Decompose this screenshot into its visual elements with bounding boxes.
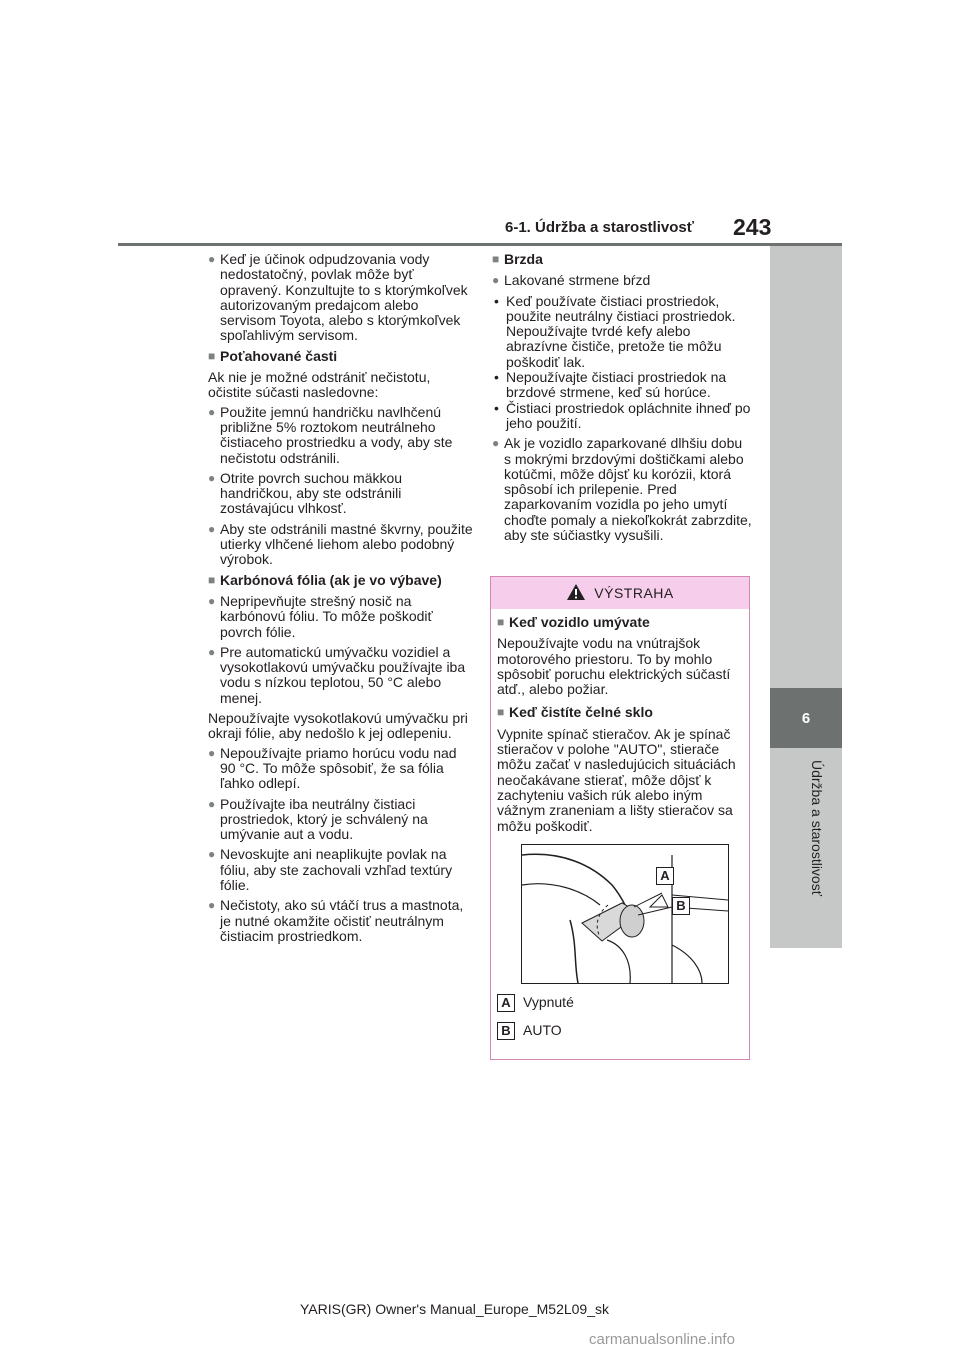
paragraph: Ak nie je možné odstrániť nečistotu, očistite súčasti nasledovne: [208, 369, 431, 401]
list-item: ● Aby ste odstránili mastné škvrny, použite utierky vlhčené liehom alebo podobný výrobok. [208, 522, 474, 568]
watermark: carmanualsonline.info [589, 1331, 735, 1348]
legend-item [497, 1022, 743, 1040]
list-item: ● Používajte iba neutrálny čistiaci prostriedok, ktorý je schválený na umývanie aut a vodu. [208, 797, 474, 843]
section-title: 6-1. Údržba a starostlivosť [505, 219, 694, 236]
paragraph: Nepoužívajte vodu na vnútrajšok motorového priestoru. To by mohlo spôsobiť poruchu elektrických súčastí atď., alebo požiar. [497, 635, 731, 698]
warning-header [491, 577, 749, 609]
list-item: ● Otrite povrch suchou mäkkou handričkou, aby ste odstránili zostávajúcu vlhkosť. [208, 471, 474, 517]
chapter-label: Údržba a starostlivosť [809, 760, 825, 896]
list-item: ● Nepoužívajte priamo horúcu vodu nad 90 °C. To môže spôsobiť, že sa fólia ľahko odlepí. [208, 746, 474, 792]
right-column [492, 252, 752, 548]
list-item: ● Pre automatickú umývačku vozidiel a vysokotlakovú umývačku používajte iba vodu s nízkou teplotou, 50 °C alebo menej. [208, 645, 474, 706]
list-item: ● Nepripevňujte strešný nosič na karbónovú fóliu. To môže poškodiť povrch fólie. [208, 594, 474, 640]
warning-title: VÝSTRAHA [594, 585, 674, 601]
header-divider [118, 243, 842, 246]
page-number: 243 [733, 214, 772, 240]
paragraph: Nepoužívajte vysokotlakovú umývačku pri okraji fólie, aby nedošlo k jej odlepeniu. [208, 710, 468, 742]
list-item: ● Použite jemnú handričku navlhčenú približne 5% roztokom neutrálneho čistiaceho prostriedku a vody, aby ste nečistotu odstránili. [208, 405, 474, 466]
subheading: ■ Keď vozidlo umývate [497, 615, 743, 630]
legend-key: B [497, 1022, 515, 1040]
chapter-tab: 6 [770, 688, 842, 748]
subheading: ■ Karbónová fólia (ak je vo výbave) [208, 573, 474, 588]
side-tab-upper [770, 246, 842, 688]
warning-body [491, 609, 749, 1040]
paragraph: Vypnite spínač stieračov. Ak je spínač stieračov v polohe "AUTO", stierače môžu začať v nasledujúcich situáciách neočakávane stierať, môže dôjsť k zachyteniu vašich rúk alebo iným vážnym zraneniam a lišty stieračov sa môžu poškodiť. [497, 725, 736, 834]
subheading: ■ Keď čistíte čelné sklo [497, 705, 743, 720]
sub-list-item: • Keď používate čistiaci prostriedok, použite neutrálny čistiaci prostriedok. Nepoužívajte tvrdé kefy alebo abrazívne čističe, pretože tie môžu poškodiť lak. [492, 294, 752, 370]
list-item: ● Nečistoty, ako sú vtáčí trus a mastnota, je nutné okamžite očistiť neutrálnym čistiacim prostriedkom. [208, 898, 474, 944]
wiper-lever-drawing [522, 845, 728, 983]
list-item: ● Ak je vozidlo zaparkované dlhšiu dobu s mokrými brzdovými doštičkami alebo kotúčmi, môže dôjsť ku korózii, ktorá spôsobí ich prilepenie. Pred zaparkovaním vozidla po jeho umytí choďte pomaly a niekoľkokrát zabrzdite, aby ste súčiastky vysušili. [492, 436, 752, 543]
warning-box [490, 576, 750, 1060]
list-item: ● Lakované strmene bŕzd [492, 273, 752, 288]
sub-list-item: • Nepoužívajte čistiaci prostriedok na brzdové strmene, keď sú horúce. [492, 370, 752, 401]
footer: YARIS(GR) Owner's Manual_Europe_M52L09_sk [300, 1301, 609, 1317]
sub-list-item: • Čistiaci prostriedok opláchnite ihneď po jeho použití. [492, 401, 752, 432]
legend-key: A [497, 994, 515, 1012]
wiper-switch-illustration [521, 844, 729, 984]
warning-triangle-icon [566, 583, 586, 604]
left-column [208, 252, 474, 949]
legend-item [497, 994, 743, 1012]
list-item: ● Keď je účinok odpudzovania vody nedostatočný, povlak môže byť opravený. Konzultujte to s ktorýmkoľvek autorizovaným predajcom alebo servisom Toyota, alebo s ktorýmkoľvek spoľahlivým servisom. [208, 252, 474, 344]
legend-text: Vypnuté [523, 994, 574, 1011]
callout-a: A [656, 867, 674, 885]
legend-text: AUTO [523, 1022, 562, 1039]
subheading: ■ Poťahované časti [208, 349, 474, 364]
subheading: ■ Brzda [492, 252, 752, 267]
list-item: ● Nevoskujte ani neaplikujte povlak na fóliu, aby ste zachovali vzhľad textúry fólie. [208, 847, 474, 893]
callout-b: B [672, 897, 690, 915]
